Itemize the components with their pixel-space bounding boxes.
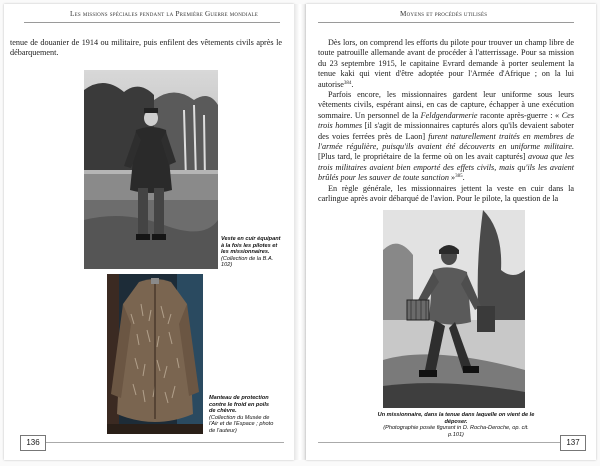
photo1-caption xyxy=(221,236,283,269)
left-running-head: Les missions spéciales pendant la Première Guerre mondiale xyxy=(70,10,259,18)
right-page xyxy=(306,4,596,460)
left-page-number: 136 xyxy=(20,435,46,451)
right-page-number: 137 xyxy=(560,435,586,451)
photo-soldier-leather-jacket xyxy=(84,70,218,269)
photo1-caption-title: Veste en cuir équipant à la fois les pilotes et les missionnaires. xyxy=(221,236,281,256)
para2-mid: raconte après-guerre : « xyxy=(477,110,562,120)
para2-quote3: avoua que les trois militaires avaient bien emporté des effets civils, mais qu'ils les avaient brûlés pour les sauver de toute sanction xyxy=(318,152,574,183)
left-header-rule xyxy=(24,22,280,23)
para2-end: » xyxy=(448,173,456,183)
para1-text: Dès lors, on comprend les efforts du pilote pour trouver un champ libre de toute patrouille allemande avant de procéder à l'atterrissage. Pour sa mission du 23 septembre 1915, le capitaine Evrard demande à porter seulement la tenue kaki qui vient d'être adoptée pour l'Armée d'Afrique ; on la lui autorise xyxy=(318,38,574,89)
left-body-text xyxy=(10,38,282,59)
photo3-caption-title: Un missionnaire, dans la tenue dans laquelle on vient de le déposer. xyxy=(377,412,535,425)
right-body-text xyxy=(318,38,574,205)
photo2-caption-title: Manteau de protection contre le froid en poils de chèvre. xyxy=(209,395,269,415)
left-page xyxy=(4,4,294,460)
right-header-rule xyxy=(318,22,574,23)
left-paragraph: tenue de douanier de 1914 ou militaire, puis enfilent des vêtements civils après le débarquement. xyxy=(10,38,282,58)
para2-quote1: Ces trois hommes xyxy=(318,110,574,131)
para2-quote2: furent naturellement traités en membres de l'armée régulière, puisqu'ils avaient été découverts en uniforme militaire. xyxy=(318,131,574,152)
para2-mid3: [Plus tard, le propriétaire de la ferme où on les avait capturés] xyxy=(318,152,529,162)
photo2-caption xyxy=(209,395,277,435)
right-paragraph-2: Parfois encore, les missionnaires gardent leur uniforme sous leurs vêtements civils, espérant ainsi, en cas de capture, échapper à une exécution sommaire. Un personnel de la Feldgendarmerie raconte après-guerre : « Ces trois hommes [il s'agit de missionnaires capturés alors qu'ils devaient saboter des voies ferrées près de Laon] furent naturellement traités en membres de l'armée régulière, puisqu'ils avaient été découverts en uniforme militaire. [Plus tard, le propriétaire de la ferme où on les avait capturés] avoua que les trois militaires avaient bien emporté des effets civils, mais qu'ils les avaient brûlés pour les sauver de toute sanction »$^{385}$. xyxy=(318,90,575,183)
photo-goat-hair-coat xyxy=(107,274,203,434)
para2-feldgendarmerie: Feldgendarmerie xyxy=(420,110,478,120)
footnote-ref-384: 384 xyxy=(343,80,352,86)
photo1-caption-credit: (Collection de la B.A. 102) xyxy=(221,255,274,269)
right-running-head: Moyens et procédés utilisés xyxy=(400,10,488,18)
footnote-ref-385: 385 xyxy=(455,174,463,180)
photo3-caption xyxy=(376,412,536,438)
para2-mid2: [il s'agit de missionnaires capturés alors qu'ils devaient saboter des voies ferrées près de Laon] xyxy=(318,121,575,141)
para2-start: Parfois encore, les missionnaires gardent leur uniforme sous leurs vêtements civils, espérant ainsi, en cas de capture, échapper à une exécution sommaire. Un personnel de la xyxy=(318,90,574,120)
right-footer-rule xyxy=(318,442,560,443)
right-paragraph-3: En règle générale, les missionnaires jettent la veste en cuir dans la carlingue après avoir débarqué de l'avion. Pour le pilote, la question de la xyxy=(318,183,574,204)
photo2-caption-credit: (Collection du Musée de l'Air et de l'Espace ; photo de l'auteur) xyxy=(209,414,274,434)
photo-missionary-posed xyxy=(383,210,525,408)
photo3-caption-credit: (Photographie posée figurant in D. Rocha-Deroche, op. cit. p.101) xyxy=(383,425,529,438)
book-gutter xyxy=(294,4,306,460)
left-footer-rule xyxy=(44,442,284,443)
right-paragraph-1: Dès lors, on comprend les efforts du pilote pour trouver un champ libre de toute patrouille allemande avant de procéder à l'atterrissage. Pour sa mission du 23 septembre 1915, le capitaine Evrard demande à porter seulement la tenue kaki qui vient d'être adoptée pour l'Armée d'Afrique ; on la lui autorise$^{384}$. xyxy=(318,38,574,89)
